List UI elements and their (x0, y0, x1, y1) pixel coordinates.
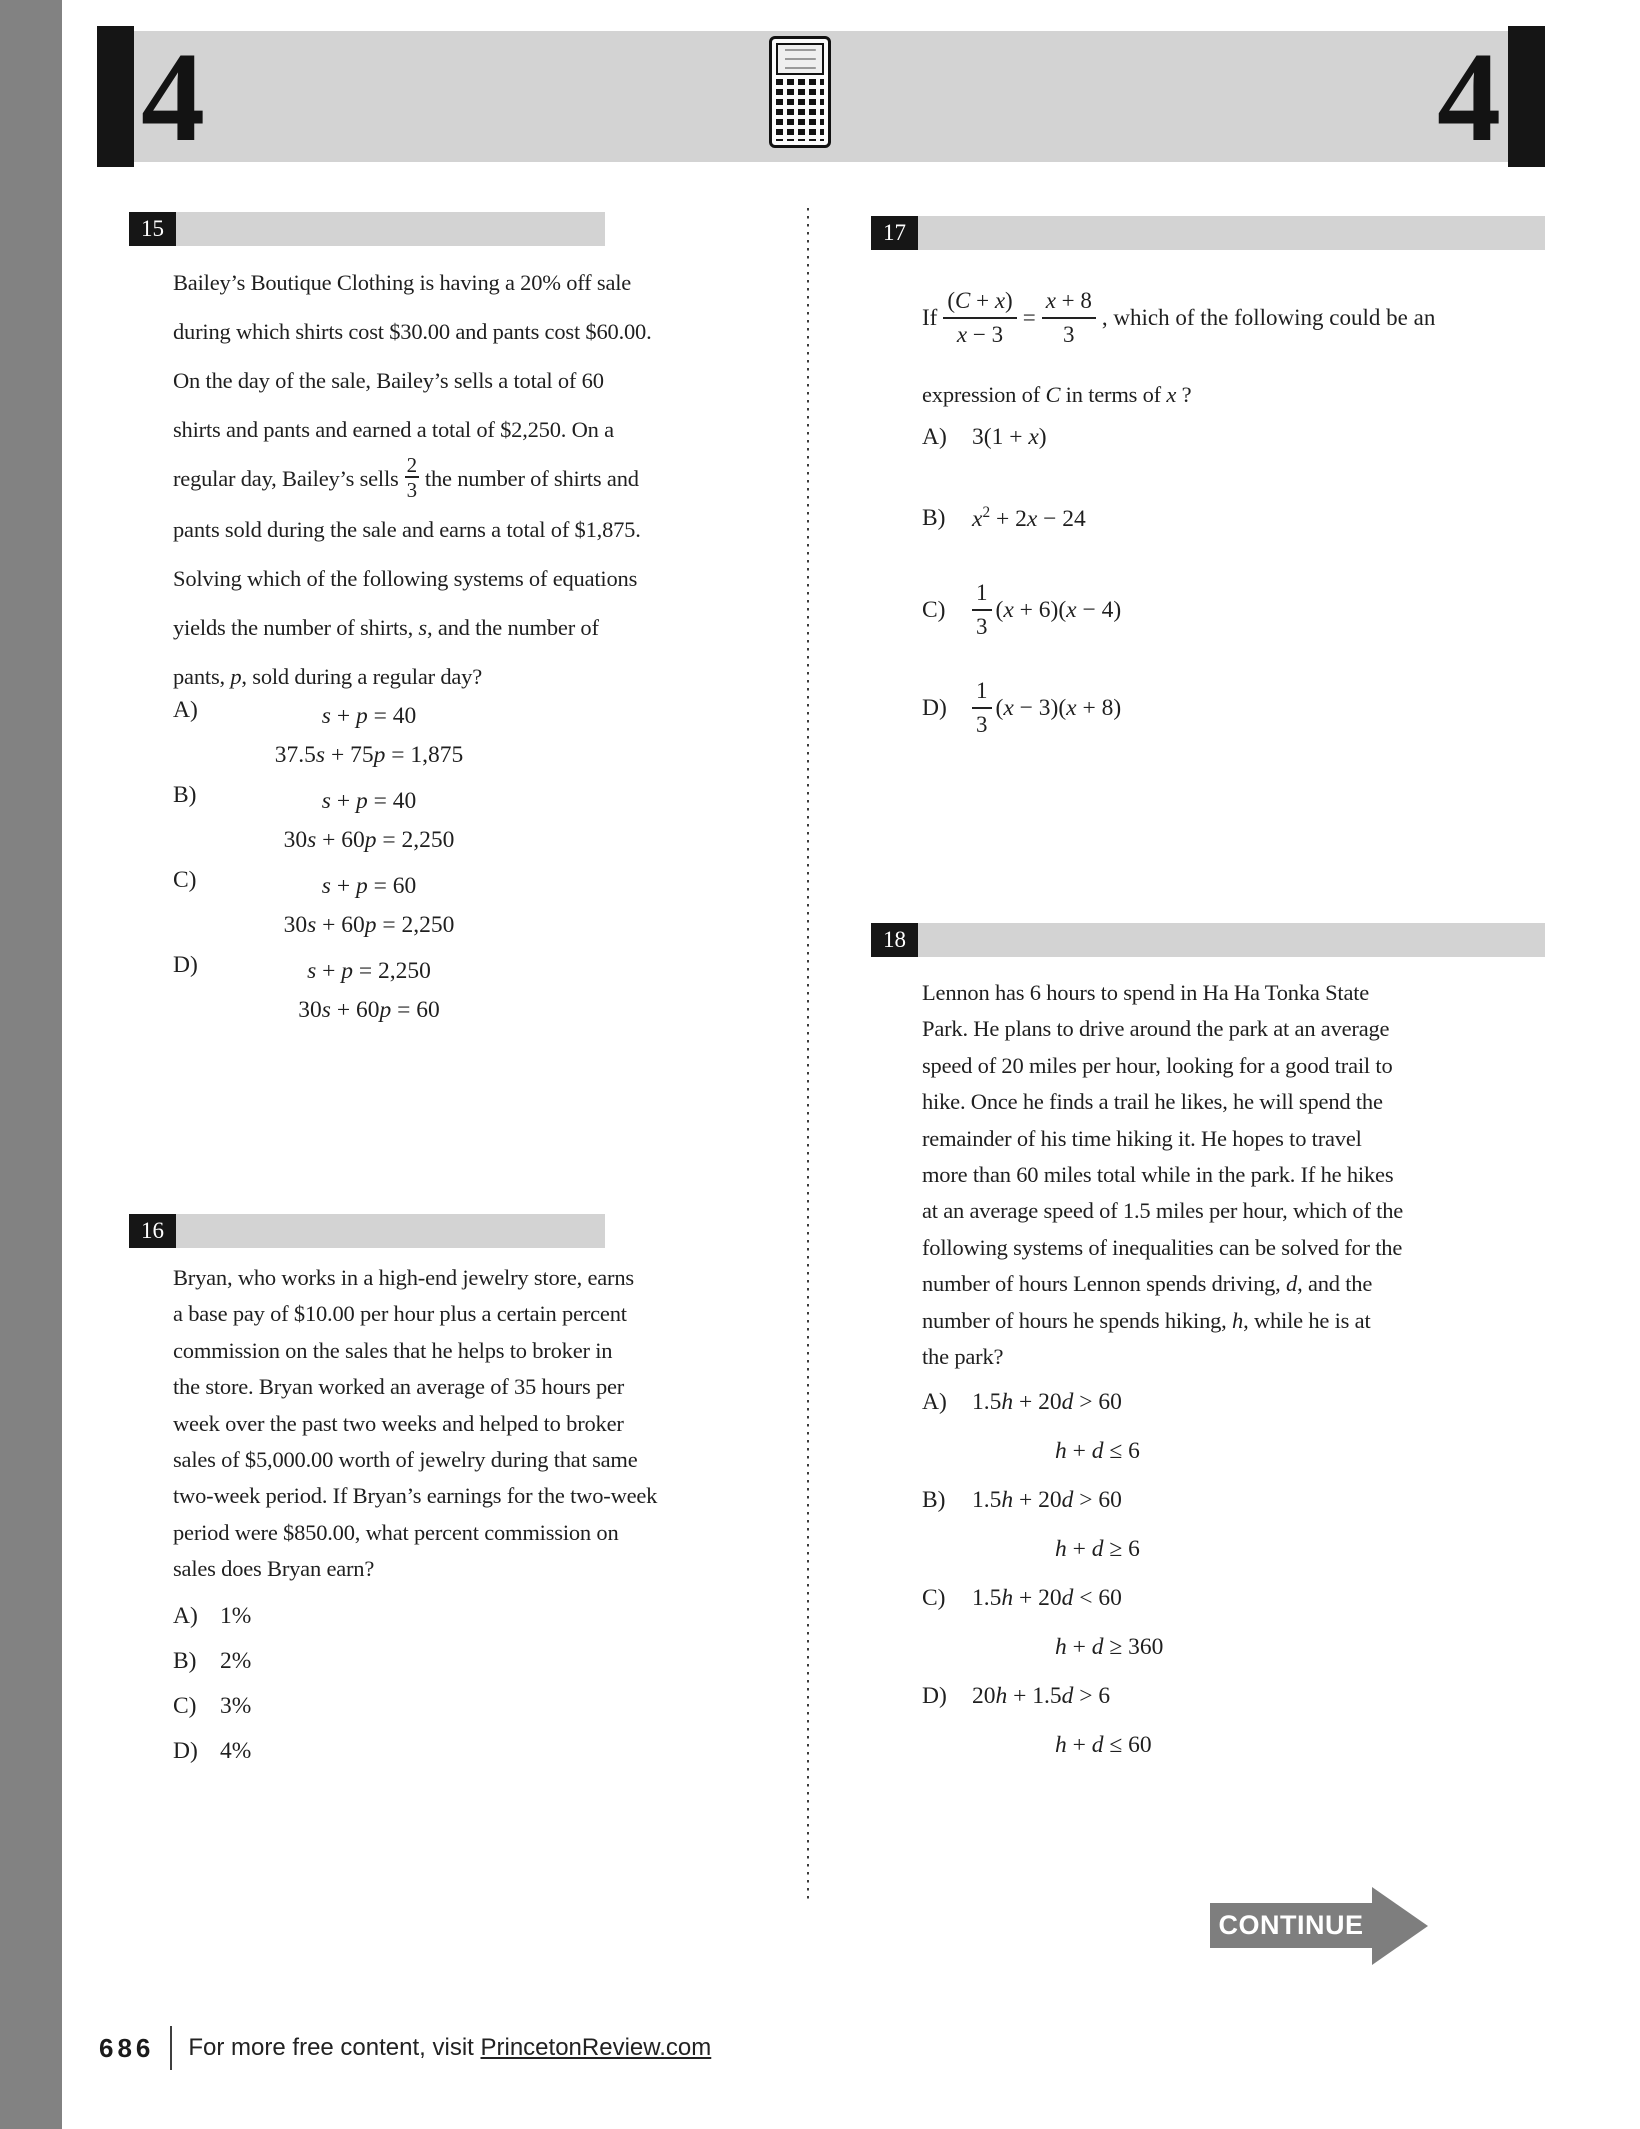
page-footer (99, 2024, 711, 2072)
section-number-right: 4 (1437, 25, 1501, 168)
equation-1: s + p = 40 (321, 788, 417, 814)
question-18-header-bar (918, 923, 1545, 957)
question-16-text (173, 1260, 703, 1588)
equation-2: 30s + 60p = 2,250 (283, 912, 455, 938)
text-line: period were $850.00, what percent commission on (173, 1519, 619, 1545)
equation-2: 30s + 60p = 60 (298, 997, 440, 1023)
text-line: following systems of inequalities can be solved for the (922, 1234, 1403, 1260)
text-line: the store. Bryan worked an average of 35 hours per (173, 1374, 625, 1400)
equation-1: s + p = 60 (321, 873, 417, 899)
fraction-line-suffix: the number of shirts and (424, 466, 639, 491)
question-15-fraction-line (173, 454, 703, 505)
text-line: commission on the sales that he helps to broker in (173, 1337, 613, 1363)
answer-choice-d[interactable] (173, 952, 519, 1030)
equation-1: s + p = 2,250 (307, 958, 431, 984)
choice-expression: $x^2 + 2x - 24$ (972, 504, 1086, 532)
page-edge-strip (0, 0, 62, 2129)
equation-1: s + p = 40 (321, 703, 417, 729)
answer-choice-a[interactable] (173, 697, 519, 775)
answer-choice-a[interactable] (922, 424, 1047, 451)
text-line: pants, p, sold during a regular day? (173, 663, 482, 689)
text-line: On the day of the sale, Bailey’s sells a total of 60 (173, 368, 604, 393)
answer-choice-a[interactable] (922, 1383, 1163, 1470)
choice-label: D) (173, 1738, 198, 1764)
choice-expression: 3(1 + x) (972, 424, 1047, 450)
left-fraction (943, 285, 1016, 351)
choice-label: D) (922, 1683, 947, 1709)
header-left-black-bar (97, 26, 134, 167)
answer-choice-c[interactable] (922, 1579, 1163, 1666)
question-16-number: 16 (129, 1214, 176, 1248)
choice-label: A) (173, 1603, 198, 1629)
inequality-1: 20h + 1.5d > 6 (972, 1683, 1111, 1709)
question-15-answers (173, 697, 519, 1037)
section-number-left: 4 (141, 25, 205, 168)
question-18-text (922, 975, 1502, 1375)
footer-text (188, 2034, 711, 2062)
question-16-header (129, 1214, 605, 1248)
choice-label: B) (922, 504, 946, 531)
inequality-2: h + d ≥ 360 (1055, 1634, 1164, 1660)
text-line: Bryan, who works in a high-end jewelry store, earns (173, 1265, 634, 1290)
question-18-answers (922, 1383, 1163, 1775)
inequality-1: 1.5h + 20d < 60 (972, 1585, 1122, 1611)
answer-choice-b[interactable] (173, 1639, 251, 1684)
text-line: speed of 20 miles per hour, looking for a good trail to (922, 1052, 1393, 1078)
calculator-keypad (776, 79, 824, 141)
choice-label: C) (922, 1585, 946, 1611)
choice-label: C) (173, 1693, 197, 1719)
text-line: at an average speed of 1.5 miles per hour, which of the (922, 1198, 1404, 1224)
text-line: week over the past two weeks and helped to broker (173, 1410, 624, 1436)
choice-text: 3% (220, 1693, 252, 1719)
question-15-text (173, 258, 703, 701)
answer-choice-b[interactable] (922, 504, 1086, 533)
fraction-denominator: x − 3 (956, 321, 1004, 347)
inequality-2: h + d ≥ 6 (1055, 1536, 1140, 1562)
header-right-black-bar (1508, 26, 1545, 167)
fraction-numerator: (C + x) (943, 285, 1016, 319)
calculator-body (769, 36, 831, 148)
inequality-1: 1.5h + 20d > 60 (972, 1389, 1122, 1415)
question-15-header-bar (176, 212, 605, 246)
question-17-header (871, 216, 1545, 250)
text-line: number of hours Lennon spends driving, d, and the (922, 1271, 1373, 1297)
text-line: yields the number of shirts, s, and the number of (173, 614, 599, 640)
continue-label: CONTINUE (1210, 1903, 1372, 1948)
calculator-icon (769, 36, 831, 148)
text-line: more than 60 miles total while in the park. If he hikes (922, 1162, 1394, 1188)
answer-choice-c[interactable] (922, 568, 1121, 652)
text-line: the park? (922, 1344, 1004, 1370)
question-17-equation-line (922, 265, 1435, 370)
text-line: two-week period. If Bryan’s earnings for the two-week (173, 1483, 658, 1509)
two-thirds-fraction (405, 454, 419, 502)
choice-label: B) (922, 1487, 946, 1513)
text-line: sales of $5,000.00 worth of jewelry during that same (173, 1447, 638, 1473)
answer-choice-a[interactable] (173, 1594, 251, 1639)
page-number: 686 (99, 2032, 155, 2063)
question-18-header (871, 923, 1545, 957)
fraction-denominator: 3 (406, 477, 417, 502)
choice-label: D) (922, 694, 947, 721)
question-17-stem-line2: expression of C in terms of x ? (922, 382, 1192, 407)
choice-text: 4% (220, 1738, 252, 1764)
answer-choice-c[interactable] (173, 1684, 251, 1729)
footer-divider (170, 2026, 172, 2070)
answer-choice-b[interactable] (922, 1481, 1163, 1568)
question-17-header-bar (918, 216, 1545, 250)
equals-sign: = (1022, 304, 1036, 330)
choice-text: 1% (220, 1603, 252, 1629)
question-15-header (129, 212, 605, 246)
text-line: hike. Once he finds a trail he likes, he will spend the (922, 1089, 1383, 1115)
fraction-numerator: 2 (406, 452, 417, 477)
question-16-header-bar (176, 1214, 605, 1248)
choice-label: A) (922, 424, 947, 450)
choice-label: A) (173, 697, 198, 723)
text-line: sales does Bryan earn? (173, 1556, 375, 1582)
inequality-2: h + d ≤ 60 (1055, 1732, 1152, 1758)
text-line: a base pay of $10.00 per hour plus a certain percent (173, 1301, 627, 1327)
answer-choice-d[interactable] (922, 1677, 1163, 1764)
text-line: Lennon has 6 hours to spend in Ha Ha Tonka State (922, 980, 1370, 1005)
calculator-screen (776, 43, 824, 75)
text-line: number of hours he spends hiking, h, while he is at (922, 1307, 1371, 1333)
column-divider (807, 208, 809, 1900)
inequality-2: h + d ≤ 6 (1055, 1438, 1140, 1464)
text-line: Bailey’s Boutique Clothing is having a 20% off sale (173, 270, 632, 295)
arrow-head-icon (1372, 1887, 1428, 1965)
choice-label: C) (922, 596, 946, 623)
question-16-answers (173, 1594, 251, 1774)
answer-choice-d[interactable] (922, 666, 1121, 750)
footer-text-prefix: For more free content, visit (188, 2034, 481, 2061)
choice-label: B) (173, 782, 197, 808)
text-line: pants sold during the sale and earns a total of $1,875. (173, 516, 641, 542)
fraction-denominator: 3 (1063, 321, 1075, 347)
choice-expression: (x − 3)(x + 8) (995, 694, 1122, 721)
footer-link[interactable]: PrincetonReview.com (480, 2034, 712, 2061)
question-18-number: 18 (871, 923, 918, 957)
choice-expression: (x + 6)(x − 4) (995, 596, 1122, 623)
right-fraction (1042, 285, 1096, 351)
text-line: remainder of his time hiking it. He hopes to travel (922, 1125, 1362, 1151)
fraction-numerator: 1 (972, 675, 992, 709)
text-line: during which shirts cost $30.00 and pants cost $60.00. (173, 319, 652, 344)
fraction-numerator: 1 (972, 577, 992, 611)
question-17-stem: , which of the following could be an (1101, 304, 1436, 330)
equation-2: 30s + 60p = 2,250 (283, 827, 455, 853)
choice-label: D) (173, 952, 198, 978)
inequality-1: 1.5h + 20d > 60 (972, 1487, 1122, 1513)
question-15-number: 15 (129, 212, 176, 246)
question-15-text-top (173, 258, 703, 454)
fraction-line-prefix: regular day, Bailey’s sells (173, 466, 399, 491)
equation-2: 37.5s + 75p = 1,875 (274, 742, 464, 768)
one-third-fraction (972, 675, 992, 741)
continue-arrow (1210, 1886, 1428, 1965)
one-third-fraction (972, 577, 992, 643)
answer-choice-c[interactable] (173, 867, 519, 945)
question-15-text-bottom (173, 505, 703, 701)
choice-text: 2% (220, 1648, 252, 1674)
text-line: Solving which of the following systems of equations (173, 565, 638, 591)
text-line: Park. He plans to drive around the park at an average (922, 1016, 1390, 1042)
fraction-denominator: 3 (976, 614, 988, 639)
choice-label: C) (173, 867, 197, 893)
answer-choice-d[interactable] (173, 1729, 251, 1774)
choice-label: B) (173, 1648, 197, 1674)
intro-word: If (922, 304, 938, 330)
question-17-number: 17 (871, 216, 918, 250)
fraction-denominator: 3 (976, 712, 988, 737)
answer-choice-b[interactable] (173, 782, 519, 860)
text-line: shirts and pants and earned a total of $2,250. On a (173, 417, 614, 442)
choice-label: A) (922, 1389, 947, 1415)
fraction-numerator: x + 8 (1042, 285, 1096, 319)
